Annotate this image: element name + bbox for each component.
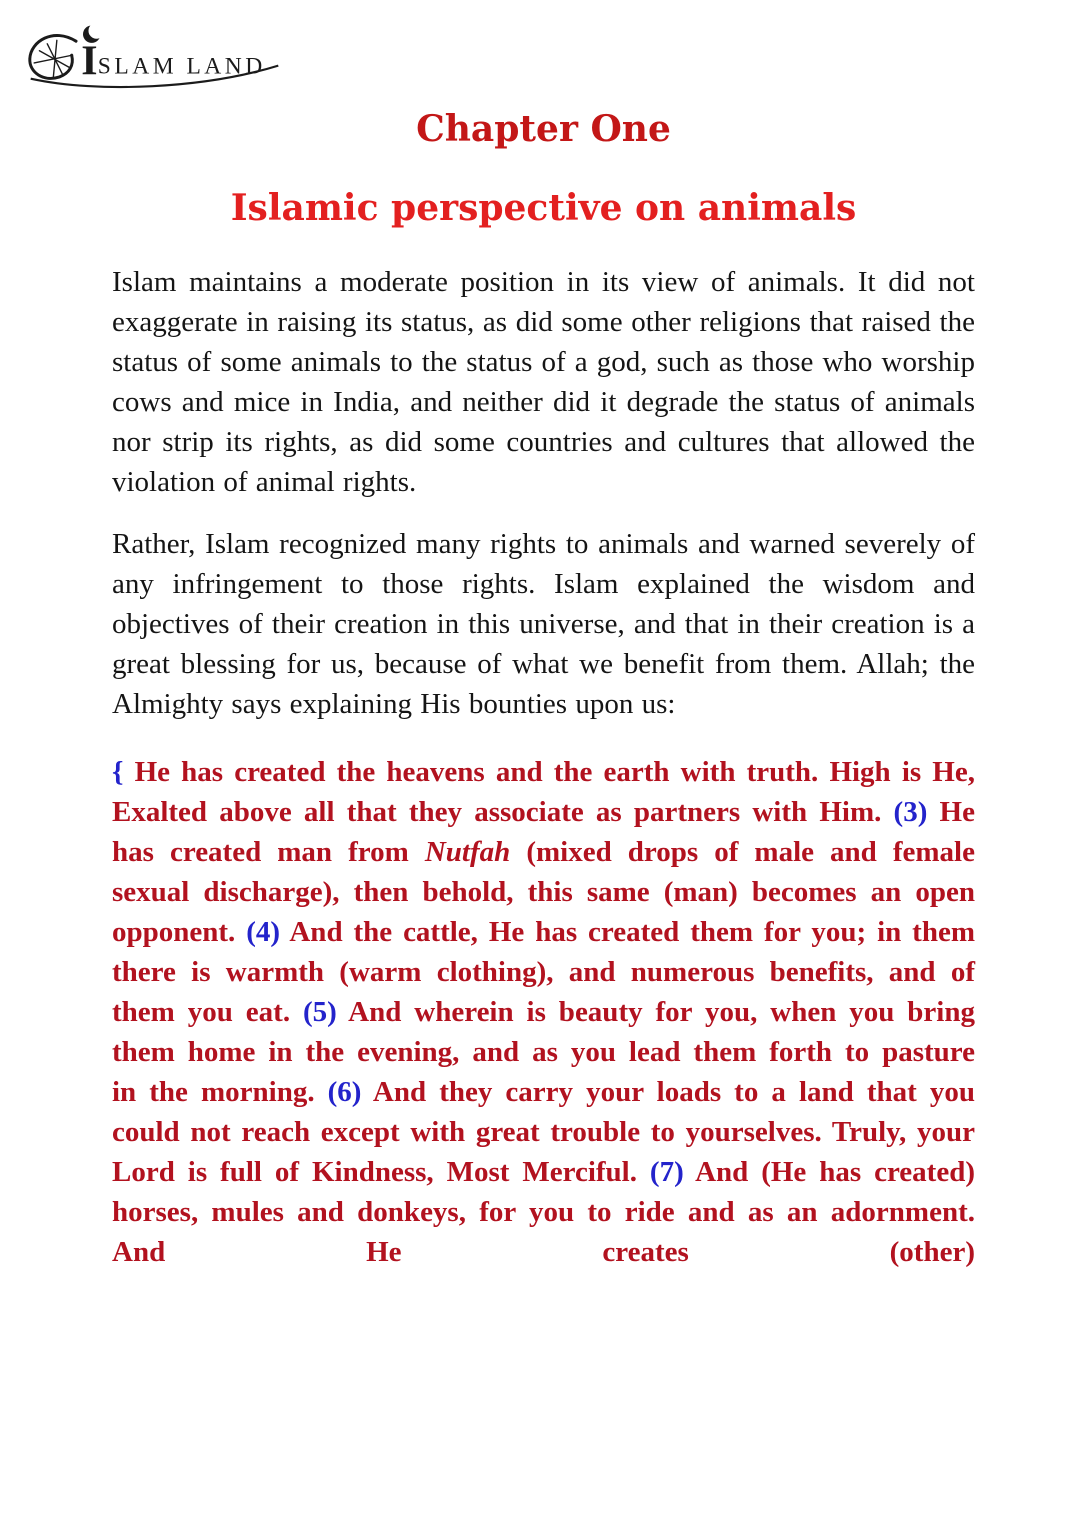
logo-initial: I (81, 38, 98, 85)
quote-segment: He has created man from (112, 796, 975, 869)
verse-number-4: (4) (246, 916, 281, 949)
paragraph-islam-position: Islam maintains a moderate position in its view of animals. It did not exaggerate in raising its status, as did some other religions that raised the status of some animals to the status of a god, such as those who worship cows and mice in India, and neither did it degrade the status of animals nor strip its rights, as did some countries and cultures that allowed the violation of animal rights. (112, 266, 975, 499)
quote-term-nutfah: Nutfah (424, 836, 511, 869)
chapter-subtitle: Islamic perspective on animals (230, 187, 857, 230)
quote-open-brace: { (112, 756, 135, 789)
quote-segment: He has created the heavens and the earth with truth. High is He, Exalted above all that they associate as partners with Him. (112, 756, 975, 829)
logo-sketch-mark (30, 35, 76, 78)
logo-wordmark: SLAM LAND (97, 53, 266, 80)
verse-number-7: (7) (649, 1156, 684, 1189)
chapter-title: Chapter One (416, 108, 671, 150)
islamland-logo (20, 22, 282, 90)
quote-segment: And they carry your loads to a land that you could not reach except with great trouble to yourselves. Truly, your Lord is full of Kindness, Most Merciful. (112, 1076, 975, 1189)
quote-segment: And (He has created) horses, mules and donkeys, for you to ride and as an adornment. And He creates (other) (112, 1156, 975, 1269)
paragraph-islam-rights: Rather, Islam recognized many rights to animals and warned severely of any infringement to those rights. Islam explained the wisdom and objectives of their creation in this universe, and that in their creation is a great blessing for us, because of what we benefit from them. Allah; the Almighty says explaining His bounties upon us: (112, 528, 975, 721)
verse-number-3: (3) (893, 796, 928, 829)
verse-number-5: (5) (303, 996, 337, 1029)
quote-segment: And the cattle, He has created them for you; in them there is warmth (warm clothing), and numerous benefits, and of them you eat. (112, 916, 975, 1029)
quote-segment: And wherein is beauty for you, when you bring them home in the evening, and as you lead them forth to pasture in the morning. (112, 996, 975, 1109)
quote-segment: (mixed drops of male and female sexual discharge), then behold, this same (man) becomes an open opponent. (112, 836, 975, 949)
verse-number-6: (6) (327, 1076, 362, 1109)
quran-quote (112, 752, 975, 1272)
